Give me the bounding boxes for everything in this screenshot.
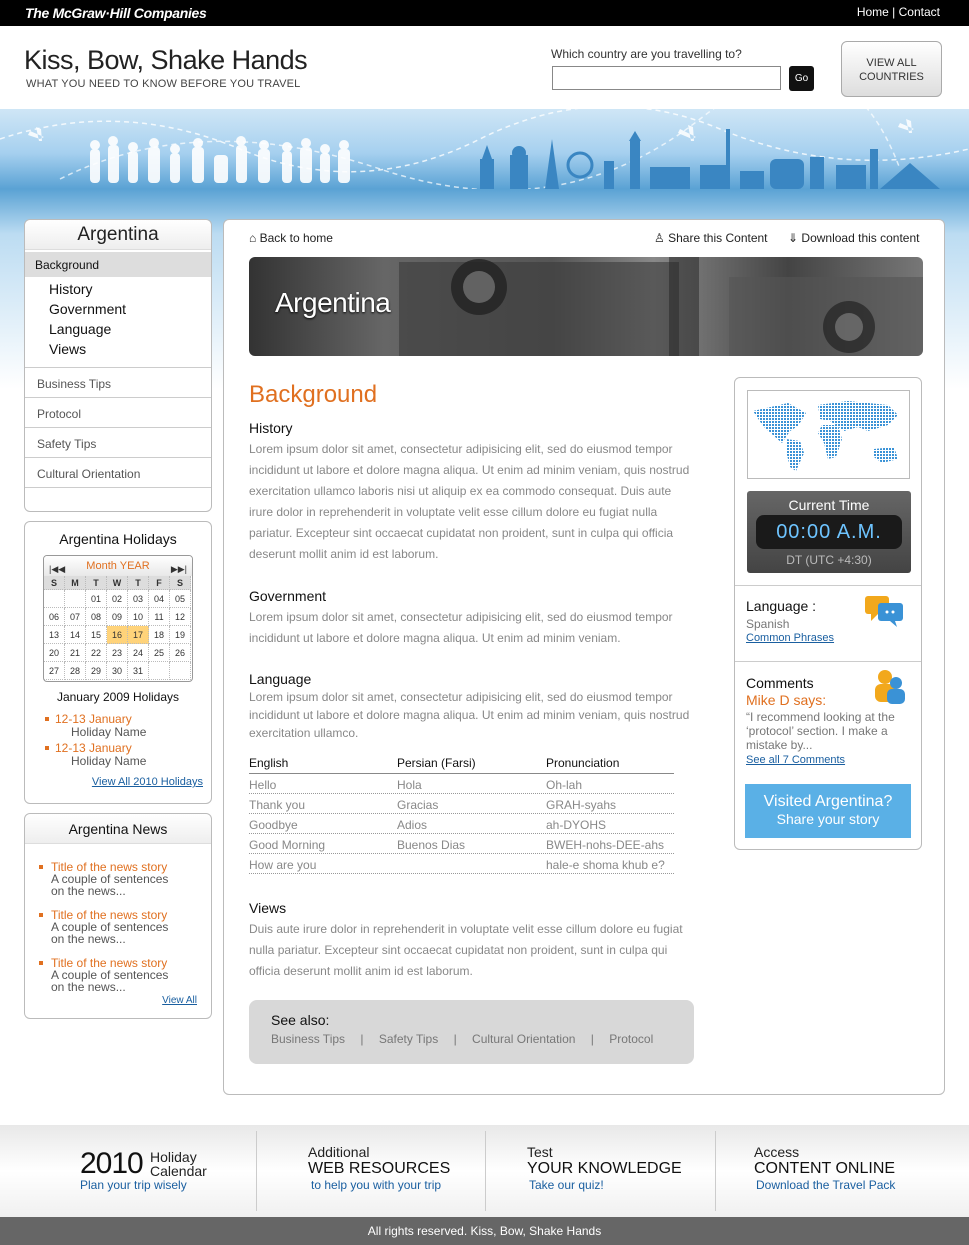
section-heading: Background (249, 381, 378, 408)
text-line: incididunt ut labore et dolore magna aliqua. Ut enim ad minim veniam, quis nostrud (249, 463, 690, 477)
holidays-month-label: January 2009 Holidays (56, 690, 180, 704)
calendar-day (44, 590, 65, 608)
calendar-day (170, 662, 191, 680)
bullet-icon (39, 865, 43, 869)
calendar-month-label: Month YEAR (86, 560, 150, 572)
nav-country-title: Argentina (25, 220, 211, 250)
calendar-day[interactable]: 24 (128, 644, 149, 662)
download-label: Download this content (801, 231, 920, 245)
calendar-day[interactable]: 30 (107, 662, 128, 680)
calendar-day[interactable]: 22 (86, 644, 107, 662)
back-to-home-link[interactable] (249, 231, 333, 245)
views-heading: Views (249, 900, 287, 916)
download-icon: ⇓ (788, 231, 799, 245)
text-line: exercitation ullamco laboris nisi ut aliquip ex ea commodo consequat. Duis aute (249, 484, 672, 498)
text-line: incididunt ut labore et dolore magna aliqua. Ut enim ad minim veniam, quis nostrud (249, 708, 690, 722)
see-also-cultural-orientation[interactable]: Cultural Orientation (472, 1032, 576, 1046)
holiday-date: 12-13 January (55, 712, 132, 726)
table-header-row (249, 752, 674, 774)
calendar-day (149, 662, 170, 680)
view-all-line1: VIEW ALL (866, 57, 917, 69)
calendar-day[interactable]: 14 (65, 626, 86, 644)
footer-access-label: Access (754, 1144, 800, 1160)
bullet-icon (39, 913, 43, 917)
view-all-line2: COUNTRIES (859, 71, 924, 83)
text-line: Lorem ipsum dolor sit amet, consectetur adipisicing elit, sed do eiusmod tempor (249, 690, 673, 704)
nav-sub-government[interactable]: Government (49, 301, 127, 317)
nav-item-protocol[interactable]: Protocol (25, 397, 211, 427)
country-nav-panel (24, 219, 212, 512)
view-all-countries-button[interactable] (841, 41, 942, 97)
phrases-table (249, 752, 674, 874)
see-also-title: See also: (271, 1012, 330, 1028)
calendar-day[interactable]: 23 (107, 644, 128, 662)
calendar-prev-icon[interactable]: |◀◀ (49, 564, 66, 574)
see-also-safety-tips[interactable]: Safety Tips (378, 1032, 439, 1046)
history-text (249, 439, 689, 565)
table-cell: Good Morning (249, 838, 326, 852)
calendar-day[interactable]: 08 (86, 608, 107, 626)
comment-author: Mike D says: (746, 692, 827, 708)
footer-content-label: CONTENT ONLINE (754, 1160, 896, 1177)
calendar-day[interactable]: 20 (44, 644, 65, 662)
calendar-day[interactable]: 21 (65, 644, 86, 662)
news-item-title[interactable]: Title of the news story (51, 908, 168, 922)
news-item[interactable] (39, 909, 168, 945)
see-also-protocol[interactable]: Protocol (609, 1032, 654, 1046)
text-line: mistake by... (746, 738, 813, 752)
footer-knowledge-label: YOUR KNOWLEDGE (527, 1160, 682, 1177)
top-links (857, 5, 940, 19)
speech-bubbles-icon (865, 594, 905, 628)
see-also-business-tips[interactable]: Business Tips (271, 1032, 346, 1046)
footer-holiday-label: Holiday (150, 1149, 197, 1165)
calendar-day[interactable]: 28 (65, 662, 86, 680)
text-line: ‘protocol’ section. I make a (746, 724, 888, 738)
nav-sub-language[interactable]: Language (49, 321, 112, 337)
top-separator: | (892, 5, 896, 19)
calendar-day[interactable]: 10 (128, 608, 149, 626)
footer-web-resources-label: WEB RESOURCES (308, 1160, 451, 1177)
table-row (249, 774, 674, 794)
contact-link[interactable]: Contact (898, 5, 940, 19)
view-all-news-link[interactable]: View All (162, 995, 197, 1006)
hero-title: Argentina (275, 287, 391, 318)
bullet-icon (39, 961, 43, 965)
bullet-icon (45, 746, 49, 750)
brand-logo: The McGraw·Hill Companies (25, 5, 207, 21)
holidays-panel (24, 521, 212, 804)
news-item-summary: on the news... (51, 980, 126, 994)
visited-title: Visited Argentina? (763, 793, 893, 810)
calendar-day[interactable]: 18 (149, 626, 170, 644)
share-icon: ♙ (654, 231, 665, 245)
calendar-weekday: S (170, 576, 191, 590)
clock-title: Current Time (788, 497, 870, 513)
news-panel (24, 813, 212, 1019)
text-line: pariatur. Excepteur sint occaecat cupidatat non proident, sunt in culpa qui officia (249, 526, 674, 540)
calendar-day[interactable]: 27 (44, 662, 65, 680)
footer-download-link[interactable]: Download the Travel Pack (756, 1178, 896, 1192)
news-item[interactable] (39, 957, 168, 993)
bullet-icon (45, 717, 49, 721)
calendar-day[interactable]: 16 (107, 626, 128, 644)
see-also-box (249, 1000, 694, 1064)
table-cell: Gracias (397, 798, 439, 812)
footer-divider (715, 1131, 716, 1211)
table-row (249, 834, 674, 854)
text-line: Duis aute irure dolor in reprehenderit in voluptate velit esse cillum dolore eu fugiat (249, 922, 683, 936)
calendar-day (65, 590, 86, 608)
holiday-date: 12-13 January (55, 741, 132, 755)
main-content-panel (223, 219, 945, 1095)
calendar-day[interactable]: 09 (107, 608, 128, 626)
calendar-day[interactable]: 03 (128, 590, 149, 608)
calendar-weekday: T (86, 576, 107, 590)
language-label: Language : (746, 598, 817, 614)
news-item-title[interactable]: Title of the news story (51, 956, 168, 970)
go-button[interactable]: Go (789, 66, 814, 91)
calendar-day[interactable]: 25 (149, 644, 170, 662)
share-label: Share this Content (668, 231, 768, 245)
calendar-weekday: W (107, 576, 128, 590)
nav-sub-views[interactable]: Views (49, 341, 87, 357)
table-cell: Oh-lah (546, 778, 583, 792)
table-cell: Hola (397, 778, 422, 792)
see-all-comments-link[interactable]: See all 7 Comments (746, 754, 846, 766)
footer-year: 2010 (80, 1147, 143, 1180)
table-cell: Thank you (249, 798, 306, 812)
calendar-day[interactable]: 31 (128, 662, 149, 680)
text-line: officia deserunt mollit anim id est laborum. (249, 964, 473, 978)
table-cell: Goodbye (249, 818, 298, 832)
home-link[interactable]: Home (856, 5, 889, 19)
holiday-name: Holiday Name (71, 725, 147, 739)
nav-item-cultural-orientation[interactable]: Cultural Orientation (25, 457, 211, 487)
calendar-day[interactable]: 02 (107, 590, 128, 608)
calendar-day[interactable]: 05 (170, 590, 191, 608)
text-line: exercitation ullamco. (249, 726, 359, 740)
text-line: incididunt ut labore et dolore magna aliqua. Ut enim ad minim veniam. (249, 631, 621, 645)
calendar-day[interactable]: 17 (128, 626, 149, 644)
footer-quiz-link[interactable]: Take our quiz! (529, 1178, 604, 1192)
clock-timezone: DT (UTC +4:30) (786, 553, 872, 567)
home-icon: ⌂ (249, 231, 257, 245)
visited-subtitle: Share your story (776, 811, 880, 827)
calendar-day[interactable]: 13 (44, 626, 65, 644)
news-item-summary: on the news... (51, 884, 126, 898)
calendar-day[interactable]: 26 (170, 644, 191, 662)
divider (735, 585, 921, 586)
text-line: Lorem ipsum dolor sit amet, consectetur adipisicing elit, sed do eiusmod tempor (249, 442, 673, 456)
holiday-calendar (43, 555, 193, 682)
language-value: Spanish (746, 617, 790, 631)
calendar-day[interactable]: 01 (86, 590, 107, 608)
site-tagline: WHAT YOU NEED TO KNOW BEFORE YOU TRAVEL (26, 78, 301, 90)
calendar-weekday: T (128, 576, 149, 590)
banner-illustration (0, 109, 969, 189)
copyright-bar: All rights reserved. Kiss, Bow, Shake Hands (0, 1217, 969, 1245)
calendar-day[interactable]: 12 (170, 608, 191, 626)
calendar-day[interactable]: 07 (65, 608, 86, 626)
table-cell: Hello (249, 778, 277, 792)
holiday-item[interactable] (45, 713, 146, 739)
nav-item-background[interactable]: Background (25, 252, 211, 277)
nav-item-empty (25, 487, 211, 512)
language-heading: Language (249, 671, 312, 687)
holidays-title: Argentina Holidays (59, 531, 177, 547)
language-text (249, 688, 689, 742)
country-hero-image (249, 257, 923, 356)
text-line: nulla pariatur. Excepteur sint occaecat cupidatat non proident, sunt in culpa qui (249, 943, 668, 957)
search-label: Which country are you travelling to? (551, 47, 742, 61)
news-item-summary: on the news... (51, 932, 126, 946)
footer-divider (485, 1131, 486, 1211)
nav-item-safety-tips[interactable]: Safety Tips (25, 427, 211, 457)
calendar-day[interactable]: 15 (86, 626, 107, 644)
back-label: Back to home (259, 231, 333, 245)
calendar-weekday: F (149, 576, 170, 590)
divider (735, 661, 921, 662)
text-line: irure dolor in reprehenderit in voluptate velit esse cillum dolore eu fugiat nulla (249, 505, 658, 519)
link-separator: | (590, 1032, 594, 1046)
share-content-link[interactable] (654, 231, 768, 245)
footer-calendar-label: Calendar (150, 1163, 207, 1179)
footer-additional-label: Additional (308, 1144, 370, 1160)
table-cell: How are you (249, 858, 317, 872)
nav-sub-history[interactable]: History (49, 281, 93, 297)
country-info-box (734, 377, 922, 850)
footer (0, 1125, 969, 1217)
footer-divider (256, 1131, 257, 1211)
calendar-day[interactable]: 06 (44, 608, 65, 626)
holiday-name: Holiday Name (71, 754, 147, 768)
link-separator: | (453, 1032, 457, 1046)
table-cell: GRAH-syahs (546, 798, 617, 812)
news-title: Argentina News (25, 814, 211, 844)
user-comment-icon (873, 668, 905, 706)
table-header: English (249, 756, 289, 770)
clock-display: 00:00 A.M. (756, 515, 902, 549)
footer-plan-link[interactable]: Plan your trip wisely (80, 1178, 187, 1192)
news-item[interactable] (39, 861, 168, 897)
common-phrases-link[interactable]: Common Phrases (746, 632, 835, 644)
world-map-icon (748, 391, 909, 478)
table-row (249, 854, 674, 874)
travel-banner (0, 109, 969, 189)
table-row (249, 814, 674, 834)
government-text (249, 607, 673, 649)
comments-label: Comments (746, 675, 814, 691)
calendar-day[interactable]: 29 (86, 662, 107, 680)
news-item-summary: A couple of sentences (51, 968, 169, 982)
table-cell: BWEH-nohs-DEE-ahs (546, 838, 665, 852)
calendar-weekday: S (44, 576, 65, 590)
government-heading: Government (249, 588, 327, 604)
calendar-day[interactable]: 19 (170, 626, 191, 644)
link-separator: | (360, 1032, 364, 1046)
table-header: Pronunciation (546, 756, 620, 770)
country-search-input[interactable] (552, 66, 781, 90)
calendar-weekday: M (65, 576, 86, 590)
text-line: deserunt mollit anim id est laborum. (249, 547, 439, 561)
table-cell: Buenos Dias (397, 838, 466, 852)
table-header: Persian (Farsi) (397, 756, 476, 770)
see-also-links (271, 1032, 653, 1046)
download-content-link[interactable] (788, 231, 919, 245)
text-line: Lorem ipsum dolor sit amet, consectetur adipisicing elit, sed do eiusmod tempor (249, 610, 673, 624)
table-cell: hale-e shoma khub e? (546, 858, 665, 872)
text-line: “I recommend looking at the (746, 710, 895, 724)
view-all-holidays-link[interactable]: View All 2010 Holidays (91, 776, 203, 788)
calendar-header (44, 556, 192, 576)
views-text (249, 919, 683, 982)
news-item-title[interactable]: Title of the news story (51, 860, 168, 874)
nav-item-business-tips[interactable]: Business Tips (25, 367, 211, 397)
table-row (249, 794, 674, 814)
footer-test-label: Test (527, 1144, 553, 1160)
calendar-day[interactable]: 04 (149, 590, 170, 608)
holiday-item[interactable] (45, 742, 146, 768)
news-item-summary: A couple of sentences (51, 920, 169, 934)
visited-share-story-button[interactable] (745, 784, 911, 838)
footer-help-link[interactable]: to help you with your trip (311, 1178, 442, 1192)
world-map[interactable] (747, 390, 910, 479)
table-cell: Adios (397, 818, 428, 832)
news-item-summary: A couple of sentences (51, 872, 169, 886)
current-time-widget (747, 491, 911, 573)
table-cell: ah-DYOHS (546, 818, 607, 832)
site-title[interactable]: Kiss, Bow, Shake Hands (24, 45, 308, 75)
history-heading: History (249, 420, 293, 436)
top-bar (0, 0, 969, 26)
calendar-next-icon[interactable]: ▶▶| (170, 564, 187, 574)
comment-excerpt (746, 710, 895, 752)
calendar-day[interactable]: 11 (149, 608, 170, 626)
